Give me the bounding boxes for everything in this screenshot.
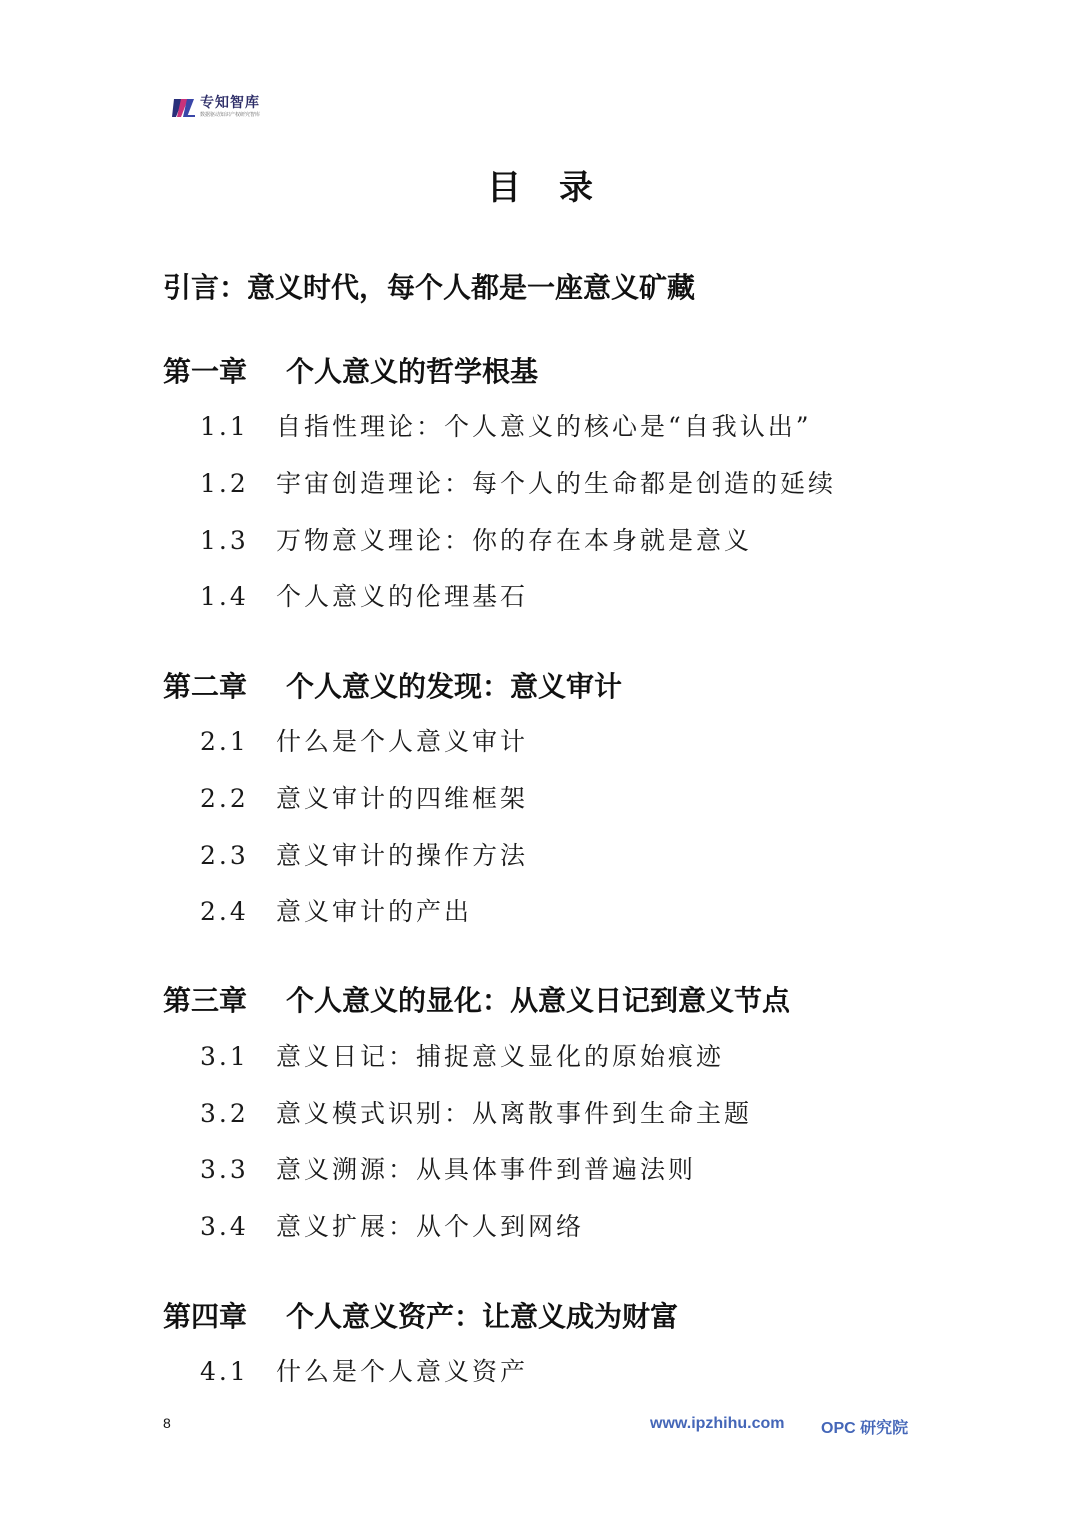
toc-section-entry <box>200 1037 724 1073</box>
toc-section-entry <box>200 1094 752 1130</box>
toc-section-entry <box>200 577 528 613</box>
toc-section-entry <box>200 1207 584 1243</box>
toc-section-entry <box>200 892 472 928</box>
chapter-number: 第三章 <box>163 984 248 1017</box>
section-title: 意义日记：捕捉意义显化的原始痕迹 <box>276 1042 725 1071</box>
chapter-title: 个人意义的发现：意义审计 <box>286 670 623 703</box>
footer-website-link[interactable]: www.ipzhihu.com <box>650 1415 785 1432</box>
section-number: 2.4 <box>200 897 249 926</box>
section-title: 意义溯源：从具体事件到普遍法则 <box>276 1155 697 1184</box>
section-title: 意义审计的产出 <box>276 897 473 926</box>
section-number: 2.2 <box>200 784 249 813</box>
section-number: 1.2 <box>200 469 249 498</box>
chapter-title: 个人意义的显化：从意义日记到意义节点 <box>286 984 791 1017</box>
section-number: 2.3 <box>200 841 249 870</box>
section-title: 意义扩展：从个人到网络 <box>276 1212 585 1241</box>
toc-section-entry <box>200 836 528 872</box>
toc-section-entry <box>200 1352 528 1388</box>
chapter-heading <box>163 979 790 1019</box>
section-title: 意义模式识别：从离散事件到生命主题 <box>276 1099 753 1128</box>
section-title: 意义审计的操作方法 <box>276 841 529 870</box>
section-number: 1.4 <box>200 582 249 611</box>
toc-section-entry <box>200 521 752 557</box>
page-title: 目录 <box>487 168 631 208</box>
toc-section-entry <box>200 1150 696 1186</box>
toc-intro-entry: 引言：意义时代，每个人都是一座意义矿藏 <box>163 271 696 304</box>
chapter-heading <box>163 665 622 705</box>
section-title: 个人意义的伦理基石 <box>276 582 529 611</box>
section-title: 意义审计的四维框架 <box>276 784 529 813</box>
section-number: 3.1 <box>200 1042 249 1071</box>
chapter-number: 第一章 <box>163 355 248 388</box>
chapter-title: 个人意义的哲学根基 <box>286 355 539 388</box>
section-number: 3.4 <box>200 1212 249 1241</box>
logo-tagline: 数据驱动知识产权研究智库 <box>200 112 261 118</box>
section-title: 自指性理论：个人意义的核心是“自我认出” <box>276 412 812 441</box>
chapter-title: 个人意义资产：让意义成为财富 <box>286 1300 679 1333</box>
chapter-number: 第四章 <box>163 1300 248 1333</box>
section-number: 2.1 <box>200 727 249 756</box>
toc-section-entry <box>200 407 812 443</box>
logo-mark-icon <box>172 96 196 120</box>
chapter-heading <box>163 1295 678 1335</box>
toc-section-entry <box>200 779 528 815</box>
section-number: 4.1 <box>200 1357 249 1386</box>
logo <box>172 96 260 124</box>
chapter-heading <box>163 350 538 390</box>
section-number: 3.2 <box>200 1099 249 1128</box>
toc-section-entry <box>200 722 528 758</box>
section-title: 什么是个人意义资产 <box>276 1357 529 1386</box>
toc-section-entry <box>200 464 836 500</box>
page-number: 8 <box>163 1415 171 1431</box>
chapter-number: 第二章 <box>163 670 248 703</box>
section-title: 宇宙创造理论：每个人的生命都是创造的延续 <box>276 469 837 498</box>
footer-organization: OPC 研究院 <box>821 1420 909 1437</box>
section-number: 1.1 <box>200 412 249 441</box>
section-title: 什么是个人意义审计 <box>276 727 529 756</box>
logo-name: 专知智库 <box>200 95 260 111</box>
section-title: 万物意义理论：你的存在本身就是意义 <box>276 526 753 555</box>
section-number: 1.3 <box>200 526 249 555</box>
section-number: 3.3 <box>200 1155 249 1184</box>
